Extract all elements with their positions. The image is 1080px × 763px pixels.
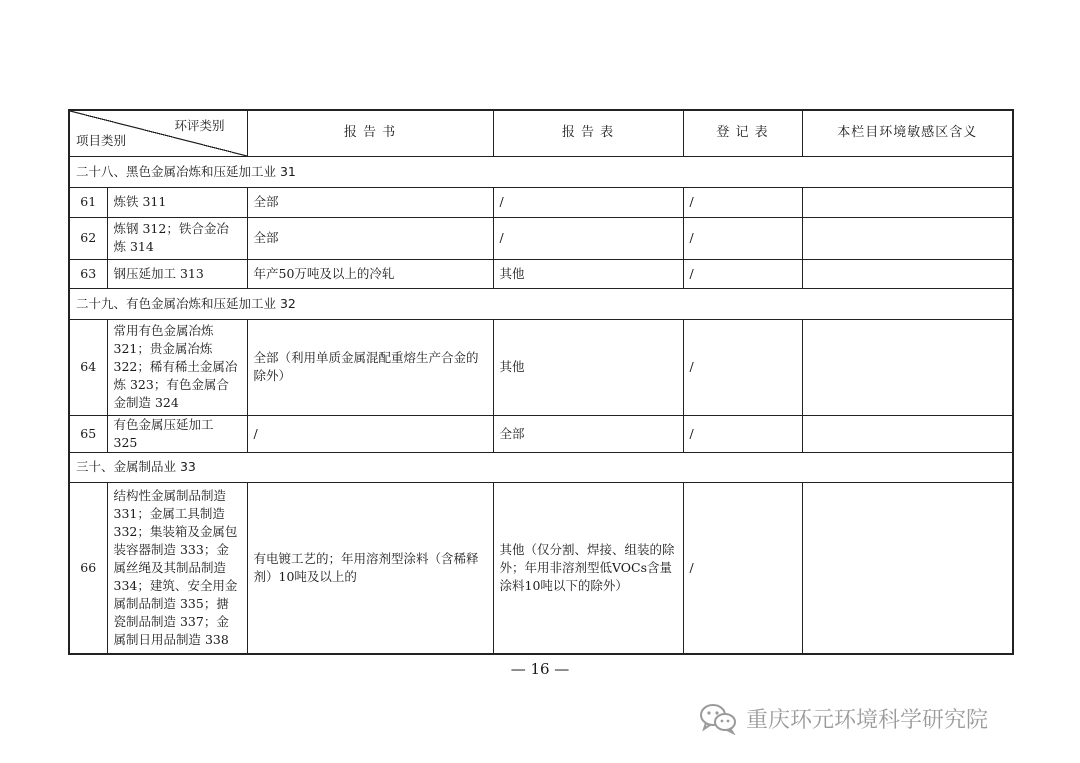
sensitive-area-cell	[802, 319, 1013, 415]
project-category: 炼钢 312；铁合金冶炼 314	[107, 217, 247, 259]
report-book-cell: 有电镀工艺的；年用溶剂型涂料（含稀释剂）10吨及以上的	[247, 482, 493, 654]
row-number: 62	[69, 217, 107, 259]
table-row	[69, 319, 1013, 415]
watermark	[698, 698, 988, 738]
report-form-cell: 全部	[493, 415, 683, 452]
section-row	[69, 156, 1013, 187]
table-row	[69, 259, 1013, 288]
col-header-registration: 登 记 表	[683, 110, 802, 156]
sensitive-area-cell	[802, 259, 1013, 288]
wechat-icon	[698, 701, 738, 735]
registration-cell: /	[683, 415, 802, 452]
row-number: 66	[69, 482, 107, 654]
col-header-sensitive-area: 本栏目环境敏感区含义	[802, 110, 1013, 156]
registration-cell: /	[683, 319, 802, 415]
report-book-cell: 全部	[247, 187, 493, 217]
page-number: — 16 —	[510, 660, 570, 678]
registration-cell: /	[683, 259, 802, 288]
report-form-cell: /	[493, 217, 683, 259]
row-number: 64	[69, 319, 107, 415]
report-form-cell: 其他	[493, 319, 683, 415]
diagonal-header-cell	[69, 110, 247, 156]
section-row	[69, 288, 1013, 319]
report-form-cell: 其他（仅分割、焊接、组装的除外；年用非溶剂型低VOCs含量涂料10吨以下的除外）	[493, 482, 683, 654]
registration-cell: /	[683, 482, 802, 654]
col-header-report-book: 报 告 书	[247, 110, 493, 156]
col-header-report-form: 报 告 表	[493, 110, 683, 156]
table-row	[69, 187, 1013, 217]
watermark-text: 重庆环元环境科学研究院	[746, 707, 989, 733]
sensitive-area-cell	[802, 187, 1013, 217]
table-row	[69, 415, 1013, 452]
report-book-cell: /	[247, 415, 493, 452]
registration-cell: /	[683, 217, 802, 259]
sensitive-area-cell	[802, 415, 1013, 452]
row-number: 61	[69, 187, 107, 217]
table-row	[69, 217, 1013, 259]
row-number: 65	[69, 415, 107, 452]
table-row	[69, 482, 1013, 654]
header-row	[69, 110, 1013, 156]
project-category: 钢压延加工 313	[107, 259, 247, 288]
project-category: 炼铁 311	[107, 187, 247, 217]
section-row	[69, 452, 1013, 482]
sensitive-area-cell	[802, 482, 1013, 654]
report-book-cell: 全部（利用单质金属混配重熔生产合金的除外）	[247, 319, 493, 415]
sensitive-area-cell	[802, 217, 1013, 259]
report-book-cell: 全部	[247, 217, 493, 259]
registration-cell: /	[683, 187, 802, 217]
project-category: 结构性金属制品制造 331；金属工具制造 332；集装箱及金属包装容器制造 333；金属丝绳及其制品制造 334；建筑、安全用金属制品制造 335；搪瓷制品制造 337；金属制日用品制造 338	[107, 482, 247, 654]
project-category: 有色金属压延加工 325	[107, 415, 247, 452]
diag-header-bottom: 项目类别	[76, 132, 127, 148]
environmental-assessment-table	[68, 109, 1014, 655]
row-number: 63	[69, 259, 107, 288]
diag-header-top: 环评类别	[174, 118, 225, 133]
section-title-30: 三十、金属制品业 33	[69, 452, 1013, 482]
section-title-28: 二十八、黑色金属冶炼和压延加工业 31	[69, 156, 1013, 187]
section-title-29: 二十九、有色金属冶炼和压延加工业 32	[69, 288, 1013, 319]
report-form-cell: /	[493, 187, 683, 217]
project-category: 常用有色金属冶炼 321；贵金属冶炼 322；稀有稀土金属冶炼 323；有色金属合金制造 324	[107, 319, 247, 415]
report-book-cell: 年产50万吨及以上的冷轧	[247, 259, 493, 288]
report-form-cell: 其他	[493, 259, 683, 288]
